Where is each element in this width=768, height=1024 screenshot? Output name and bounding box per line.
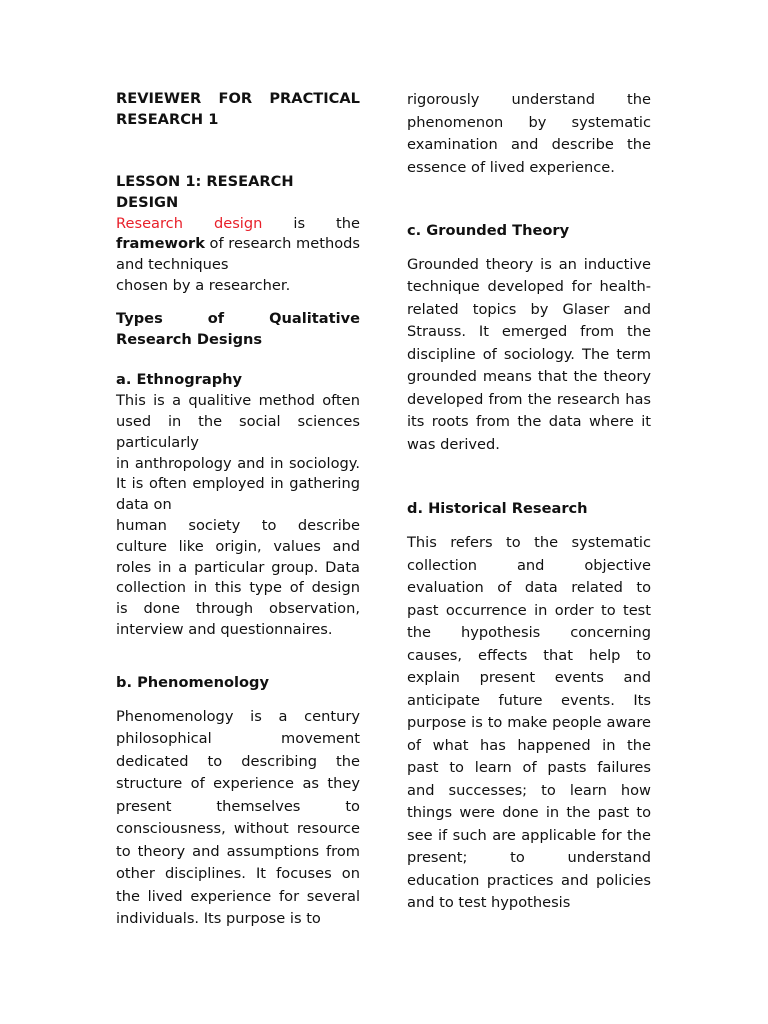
definition-keyword: framework: [116, 235, 205, 253]
phenomenology-heading: b. Phenomenology: [116, 673, 269, 691]
title-word: FOR: [218, 90, 253, 107]
ethnography-paragraph: in anthropology and in sociology. It is often employed in gathering data on: [116, 454, 360, 514]
title-word: REVIEWER: [116, 90, 202, 107]
phenomenology-continued: rigorously understand the phenomenon by systematic examination and describe the essence of lived experience.: [407, 91, 651, 176]
historical-research-paragraph: This refers to the systematic collection and objective evaluation of data related to past occurrence in order to test the hypothesis concerning causes, effects that help to explain present events and anticipate future events. Its purpose is to make people aware of what has happened in the past to learn of pasts failures and successes; to learn how things were done in the past to see if such are applicable for the present; to understand education practices and policies and to test hypothesis: [407, 534, 651, 912]
grounded-theory-heading: c. Grounded Theory: [407, 222, 570, 239]
ethnography-heading: a. Ethnography: [116, 371, 243, 389]
title-word: PRACTICAL: [269, 90, 360, 107]
historical-research-heading: d. Historical Research: [407, 500, 588, 518]
title-line-2: RESEARCH 1: [116, 110, 219, 128]
right-column: [407, 89, 651, 915]
definition-line-2: chosen by a researcher.: [116, 276, 291, 294]
types-heading: Types of Qualitative Research Designs: [116, 309, 360, 348]
definition-text: is the: [262, 214, 361, 232]
lesson-heading: LESSON 1: RESEARCH DESIGN: [116, 173, 294, 211]
document-title: [116, 89, 360, 130]
definition-text: of research methods and techniques: [116, 235, 361, 274]
phenomenology-paragraph: Phenomenology is a century philosophical movement dedicated to describing the structure of experience as they present themselves to consciousness, without resource to theory and assumptions from other disciplines. It focuses on the lived experience for several individuals. Its purpose is to: [116, 707, 360, 928]
grounded-theory-paragraph: Grounded theory is an inductive technique developed for health-related topics by Glaser and Strauss. It emerged from the discipline of sociology. The term grounded means that the theory developed from the research has its roots from the data where it was derived.: [407, 255, 651, 453]
definition-paragraph: [116, 214, 360, 276]
definition-term: Research design: [116, 214, 263, 232]
title-line-1: [116, 89, 360, 110]
left-column: [116, 89, 360, 931]
ethnography-paragraph: human society to describe culture like origin, values and roles in a particular group. Data collection in this type of design is done through observation, interview and questionnaires.: [116, 516, 360, 638]
ethnography-paragraph: This is a qualitive method often used in the social sciences particularly: [116, 392, 360, 451]
